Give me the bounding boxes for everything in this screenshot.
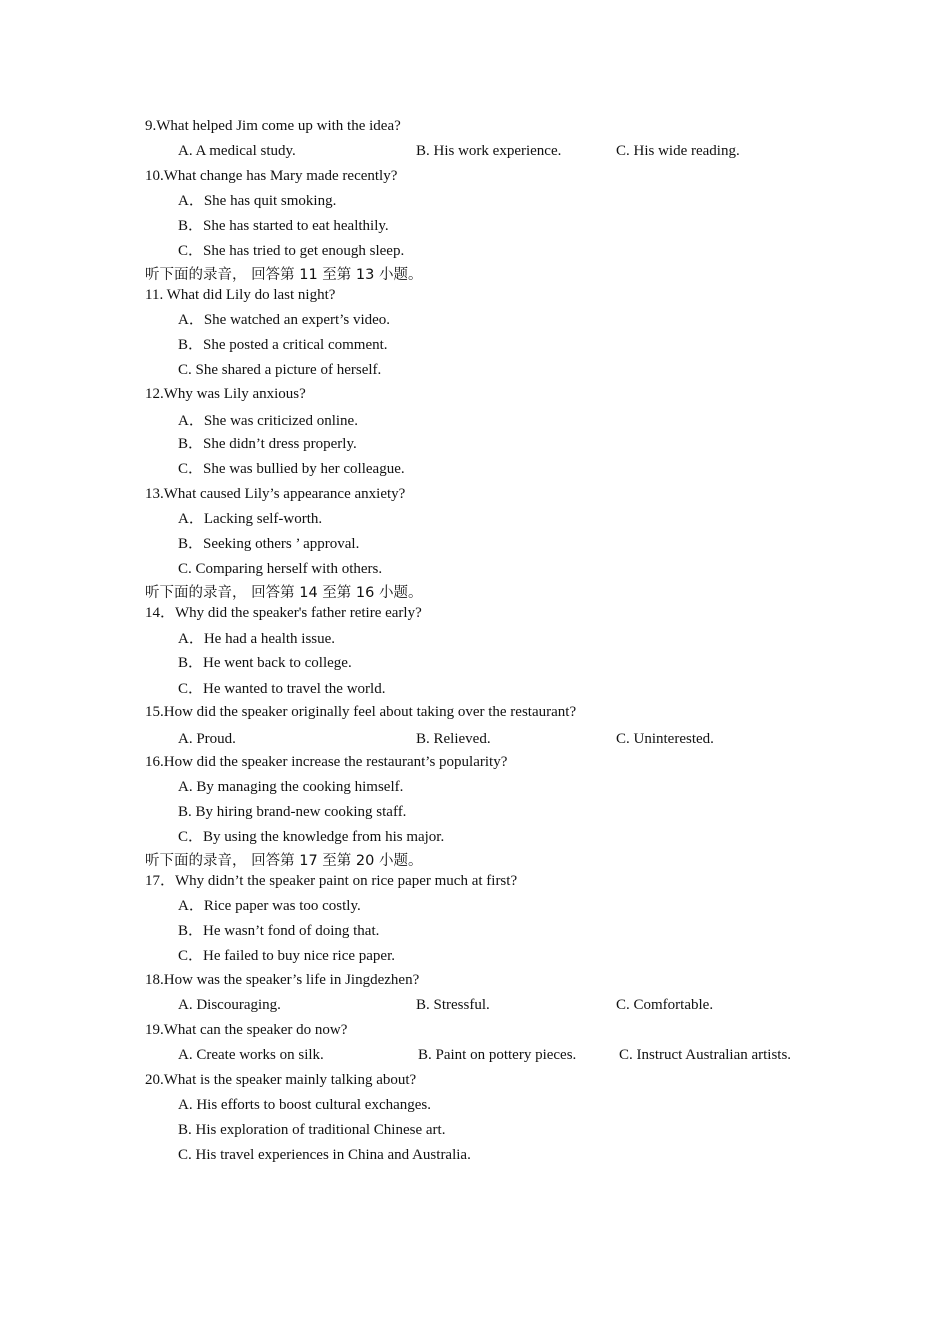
question-18-stem: 18.How was the speaker’s life in Jingdezhen?: [145, 972, 420, 988]
question-16-stem: 16.How did the speaker increase the restaurant’s popularity?: [145, 754, 508, 770]
question-19-option-a: A. Create works on silk.: [178, 1047, 324, 1063]
question-11-option-c: C. She shared a picture of herself.: [178, 362, 382, 378]
question-14-option-a: A．He had a health issue.: [178, 631, 336, 647]
question-17-option-c: C．He failed to buy nice rice paper.: [178, 948, 396, 964]
question-15-option-c: C. Uninterested.: [616, 731, 714, 747]
question-20-stem: 20.What is the speaker mainly talking about?: [145, 1072, 417, 1088]
question-10-option-a: A．She has quit smoking.: [178, 193, 337, 209]
question-12-stem: 12.Why was Lily anxious?: [145, 386, 306, 402]
question-12-option-c: C．She was bullied by her colleague.: [178, 461, 405, 477]
question-11-option-b: B．She posted a critical comment.: [178, 337, 388, 353]
question-10-option-c: C．She has tried to get enough sleep.: [178, 243, 405, 259]
question-20-option-b: B. His exploration of traditional Chinese art.: [178, 1122, 446, 1138]
question-12-option-a: A．She was criticized online.: [178, 413, 358, 429]
question-17-option-a: A．Rice paper was too costly.: [178, 898, 361, 914]
question-15-option-a: A. Proud.: [178, 731, 236, 747]
section-instruction-17-20: 听下面的录音， 回答第 17 至第 20 小题。: [145, 853, 423, 869]
question-18-option-a: A. Discouraging.: [178, 997, 281, 1013]
section-instruction-14-16: 听下面的录音， 回答第 14 至第 16 小题。: [145, 585, 423, 601]
question-11-option-a: A．She watched an expert’s video.: [178, 312, 391, 328]
question-9-option-a: A. A medical study.: [178, 143, 296, 159]
question-15-stem: 15.How did the speaker originally feel about taking over the restaurant?: [145, 704, 577, 720]
section-instruction-11-13: 听下面的录音， 回答第 11 至第 13 小题。: [145, 267, 423, 283]
question-10-option-b: B．She has started to eat healthily.: [178, 218, 389, 234]
question-15-option-b: B. Relieved.: [416, 731, 491, 747]
question-16-option-b: B. By hiring brand-new cooking staff.: [178, 804, 407, 820]
question-14-option-c: C．He wanted to travel the world.: [178, 681, 386, 697]
question-13-option-b: B．Seeking others ’ approval.: [178, 536, 360, 552]
question-14-option-b: B．He went back to college.: [178, 655, 352, 671]
question-16-option-a: A. By managing the cooking himself.: [178, 779, 404, 795]
question-19-option-b: B. Paint on pottery pieces.: [418, 1047, 577, 1063]
question-9-option-b: B. His work experience.: [416, 143, 562, 159]
question-11-stem: 11. What did Lily do last night?: [145, 287, 336, 303]
question-12-option-b: B．She didn’t dress properly.: [178, 436, 357, 452]
question-13-stem: 13.What caused Lily’s appearance anxiety?: [145, 486, 406, 502]
question-17-option-b: B．He wasn’t fond of doing that.: [178, 923, 380, 939]
question-19-stem: 19.What can the speaker do now?: [145, 1022, 348, 1038]
question-17-stem: 17．Why didn’t the speaker paint on rice paper much at first?: [145, 873, 518, 889]
question-13-option-c: C. Comparing herself with others.: [178, 561, 383, 577]
question-18-option-b: B. Stressful.: [416, 997, 490, 1013]
question-20-option-c: C. His travel experiences in China and Australia.: [178, 1147, 471, 1163]
question-9-stem: 9.What helped Jim come up with the idea?: [145, 118, 401, 134]
question-19-option-c: C. Instruct Australian artists.: [619, 1047, 792, 1063]
question-14-stem: 14．Why did the speaker's father retire early?: [145, 605, 422, 621]
question-16-option-c: C．By using the knowledge from his major.: [178, 829, 445, 845]
question-18-option-c: C. Comfortable.: [616, 997, 714, 1013]
question-10-stem: 10.What change has Mary made recently?: [145, 168, 398, 184]
question-20-option-a: A. His efforts to boost cultural exchanges.: [178, 1097, 432, 1113]
question-9-option-c: C. His wide reading.: [616, 143, 740, 159]
question-13-option-a: A．Lacking self-worth.: [178, 511, 323, 527]
